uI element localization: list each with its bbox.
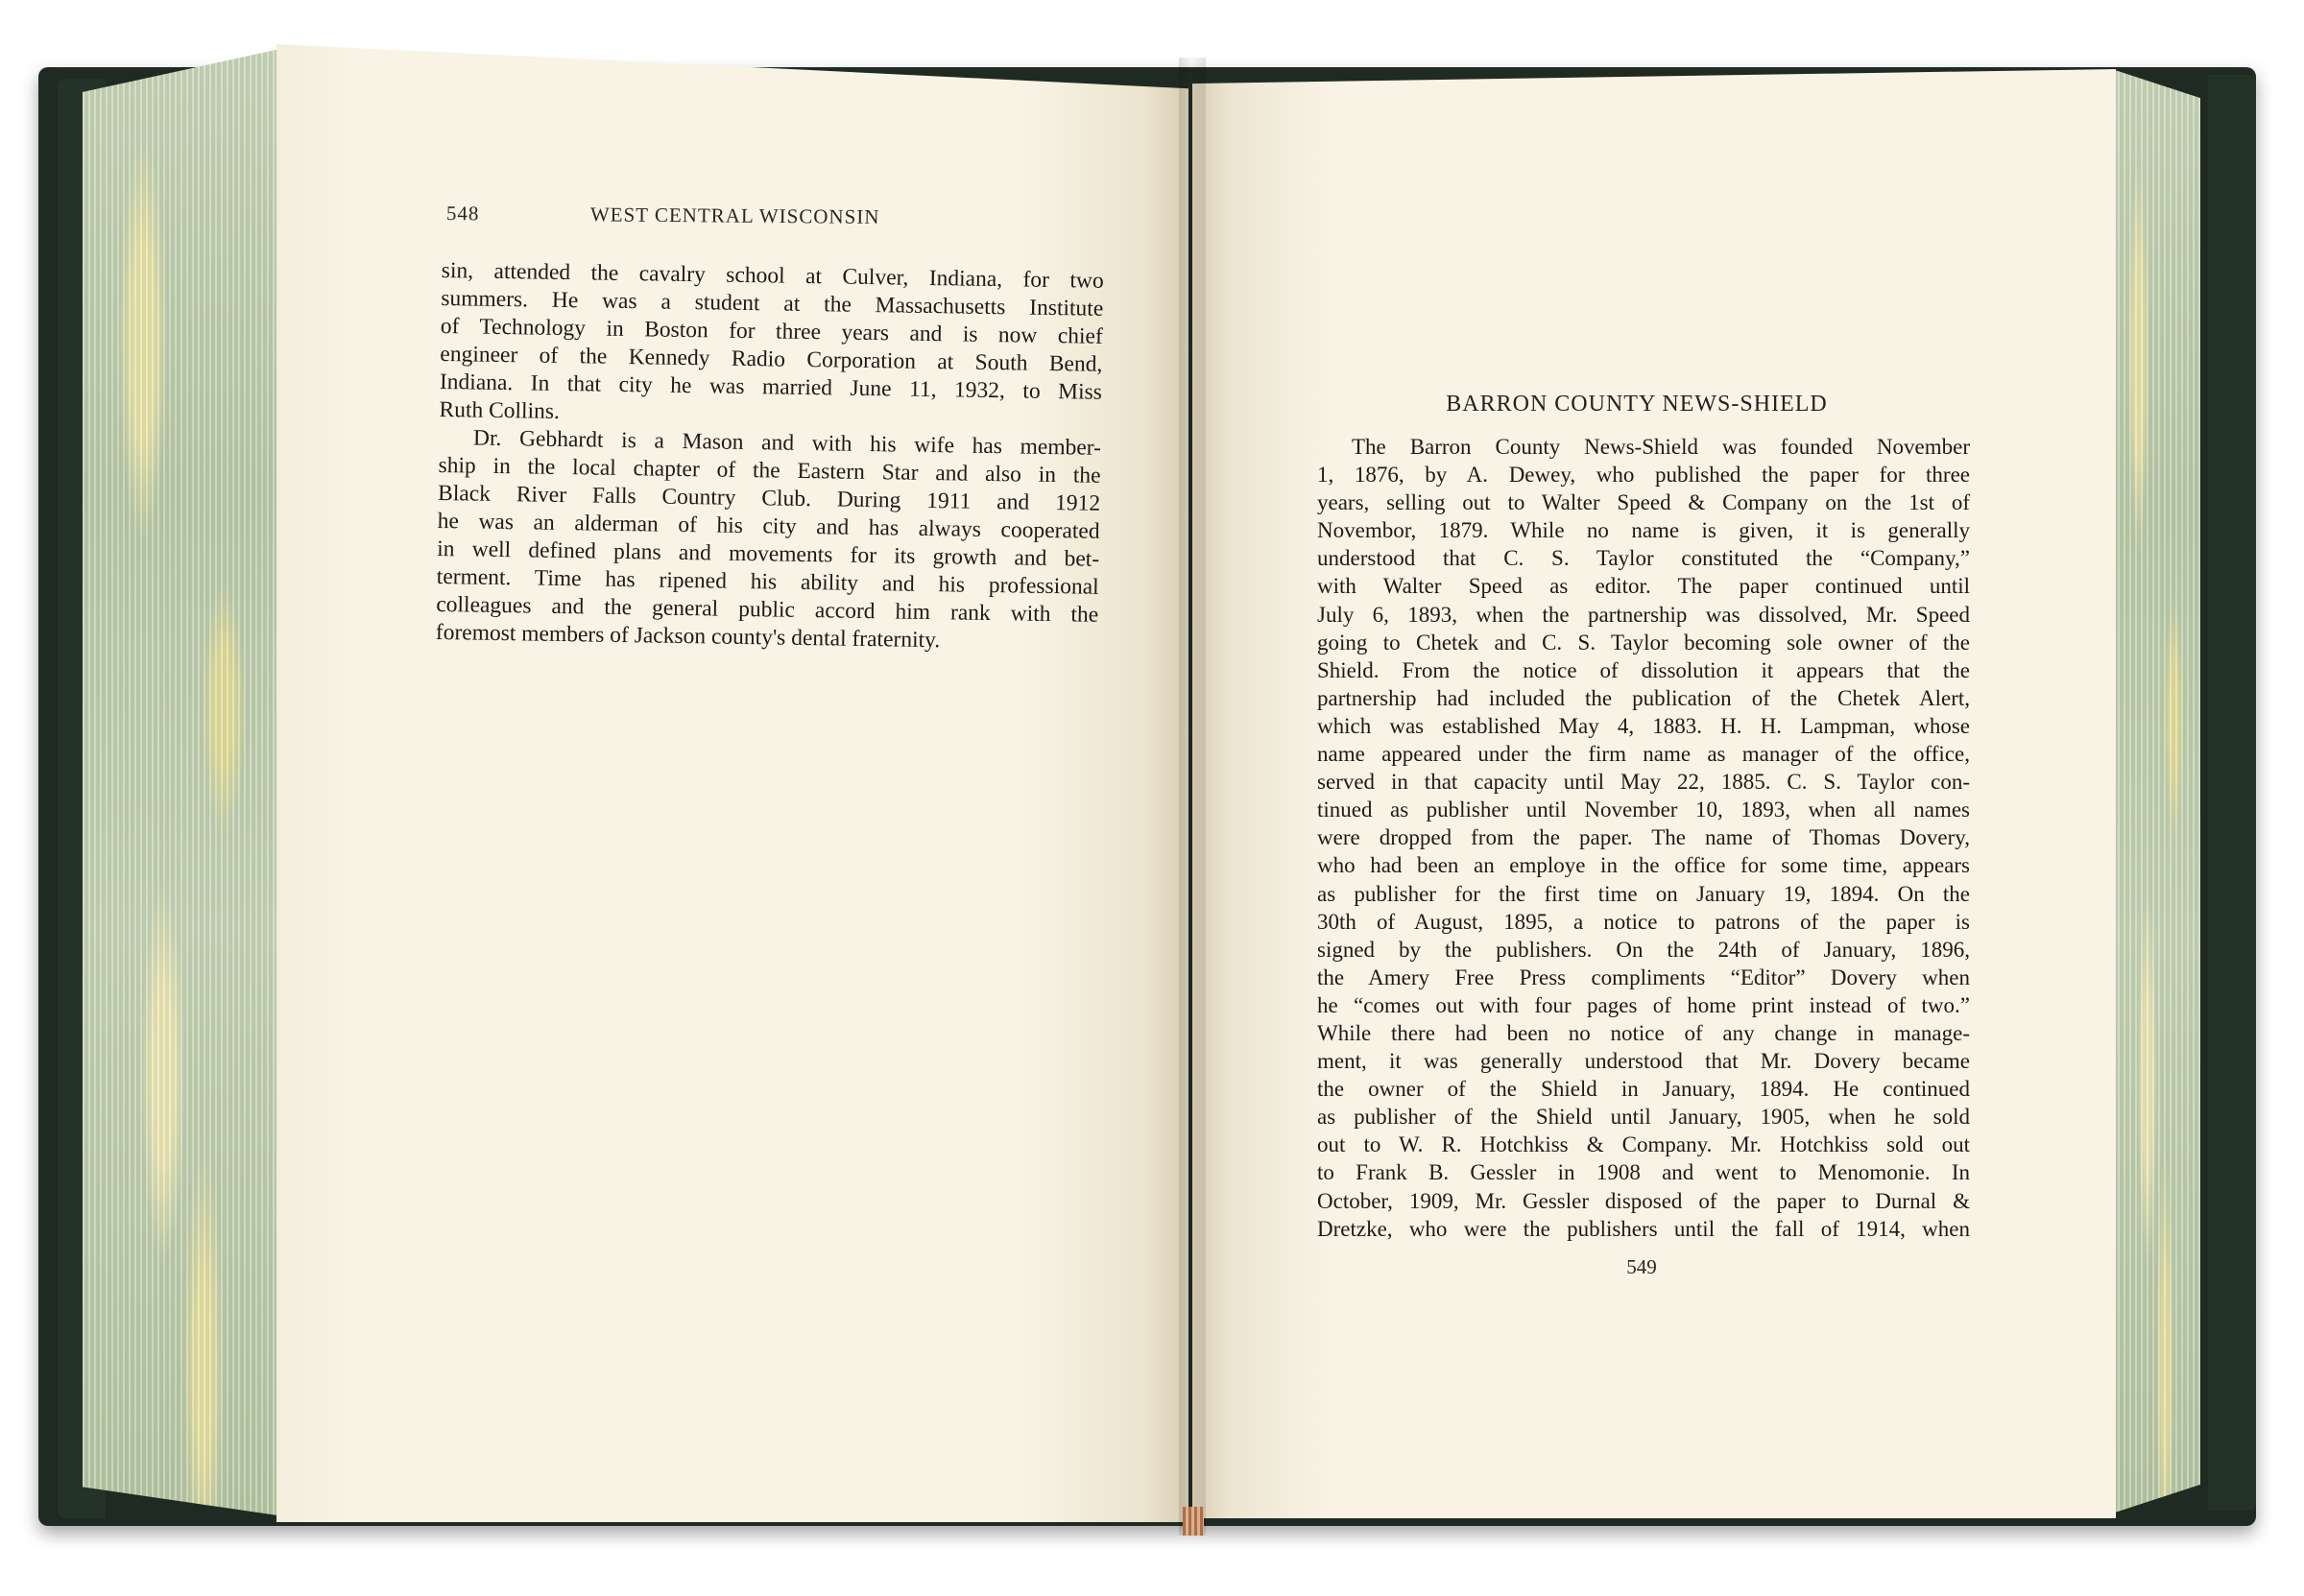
text-line: 1, 1876, by A. Dewey, who published the paper for three [1317, 463, 1970, 488]
text-line: Indiana. In that city he was married June 11, 1932, to Miss [439, 369, 1103, 405]
text-line: were dropped from the paper. The name of Thomas Dovery, [1317, 825, 1970, 850]
book-gutter [1179, 58, 1206, 1536]
right-body-text [1317, 433, 1970, 1243]
text-line: October, 1909, Mr. Gessler disposed of the paper to Durnal & [1317, 1188, 1970, 1213]
text-line: The Barron County News-Shield was founded November [1352, 435, 1970, 459]
text-line: sin, attended the cavalry school at Culver, Indiana, for two [441, 257, 1104, 294]
text-line: 30th of August, 1895, a notice to patrons of the paper is [1317, 909, 1970, 934]
text-line: Novembor, 1879. While no name is given, it is generally [1317, 518, 1970, 543]
text-line: the owner of the Shield in January, 1894. He continued [1317, 1077, 1970, 1102]
text-line: of Technology in Boston for three years and is now chief [440, 313, 1103, 349]
text-line: summers. He was a student at the Massachusetts Institute [441, 285, 1104, 322]
text-line: colleagues and the general public accord him rank with the [436, 591, 1099, 628]
section-title: BARRON COUNTY NEWS-SHIELD [1446, 392, 1828, 417]
page-number-right: 549 [1626, 1255, 1657, 1278]
text-line: as publisher of the Shield until January, 1905, when he sold [1317, 1105, 1970, 1130]
text-line: years, selling out to Walter Speed & Company on the 1st of [1317, 490, 1970, 515]
text-line: signed by the publishers. On the 24th of January, 1896, [1317, 937, 1970, 962]
page-number-left: 548 [445, 202, 480, 226]
text-line: engineer of the Kennedy Radio Corporation at South Bend, [440, 341, 1103, 377]
text-line: Ruth Collins. [439, 396, 561, 424]
text-line: who had been an employe in the office for some time, appears [1317, 853, 1970, 878]
text-line: partnership had included the publication of the Chetek Alert, [1317, 685, 1970, 710]
text-line: the Amery Free Press compliments “Editor” Dovery when [1317, 965, 1970, 989]
marbled-page-edge-right [2112, 69, 2200, 1513]
text-line: tinued as publisher until November 10, 1893, when all names [1317, 798, 1970, 822]
text-line: July 6, 1893, when the partnership was dissolved, Mr. Speed [1317, 602, 1970, 627]
text-line: he was an alderman of his city and has always cooperated [437, 508, 1100, 544]
text-line: name appeared under the firm name as manager of the office, [1317, 742, 1970, 767]
text-line: as publisher for the first time on January 19, 1894. On the [1317, 881, 1970, 906]
text-line: which was established May 4, 1883. H. H. Lampman, whose [1317, 713, 1970, 738]
text-line: he “comes out with four pages of home print instead of two.” [1317, 992, 1970, 1017]
text-line: out to W. R. Hotchkiss & Company. Mr. Hotchkiss sold out [1317, 1132, 1970, 1157]
spine-headband [1183, 1507, 1204, 1536]
text-line: to Frank B. Gessler in 1908 and went to Menomonie. In [1317, 1160, 1970, 1185]
text-line: going to Chetek and C. S. Taylor becoming sole owner of the [1317, 630, 1970, 655]
text-line: Dr. Gebhardt is a Mason and with his wife has member- [472, 425, 1102, 461]
text-line: in well defined plans and movements for its growth and bet- [437, 536, 1100, 572]
text-line: Dretzke, who were the publishers until the fall of 1914, when [1317, 1216, 1970, 1241]
text-line: foremost members of Jackson county's dental fraternity. [435, 619, 941, 654]
text-line: terment. Time has ripened his ability and his professional [436, 563, 1099, 600]
text-line: with Walter Speed as editor. The paper continued until [1317, 574, 1970, 599]
left-body-text [436, 257, 1104, 657]
marbled-page-edge-left [83, 48, 284, 1516]
text-line: ship in the local chapter of the Eastern Star and also in the [438, 452, 1101, 488]
text-line: Black River Falls Country Club. During 1911 and 1912 [437, 480, 1101, 516]
running-head-title: WEST CENTRAL WISCONSIN [589, 202, 880, 228]
text-line: served in that capacity until May 22, 1885. C. S. Taylor con- [1317, 770, 1970, 795]
text-line: Shield. From the notice of dissolution it appears that the [1317, 657, 1970, 682]
text-line: ment, it was generally understood that Mr. Dovery became [1317, 1049, 1970, 1074]
book-cover-right [2208, 75, 2256, 1511]
text-line: While there had been no notice of any change in manage- [1317, 1020, 1970, 1045]
text-line: understood that C. S. Taylor constituted the “Company,” [1317, 546, 1970, 571]
